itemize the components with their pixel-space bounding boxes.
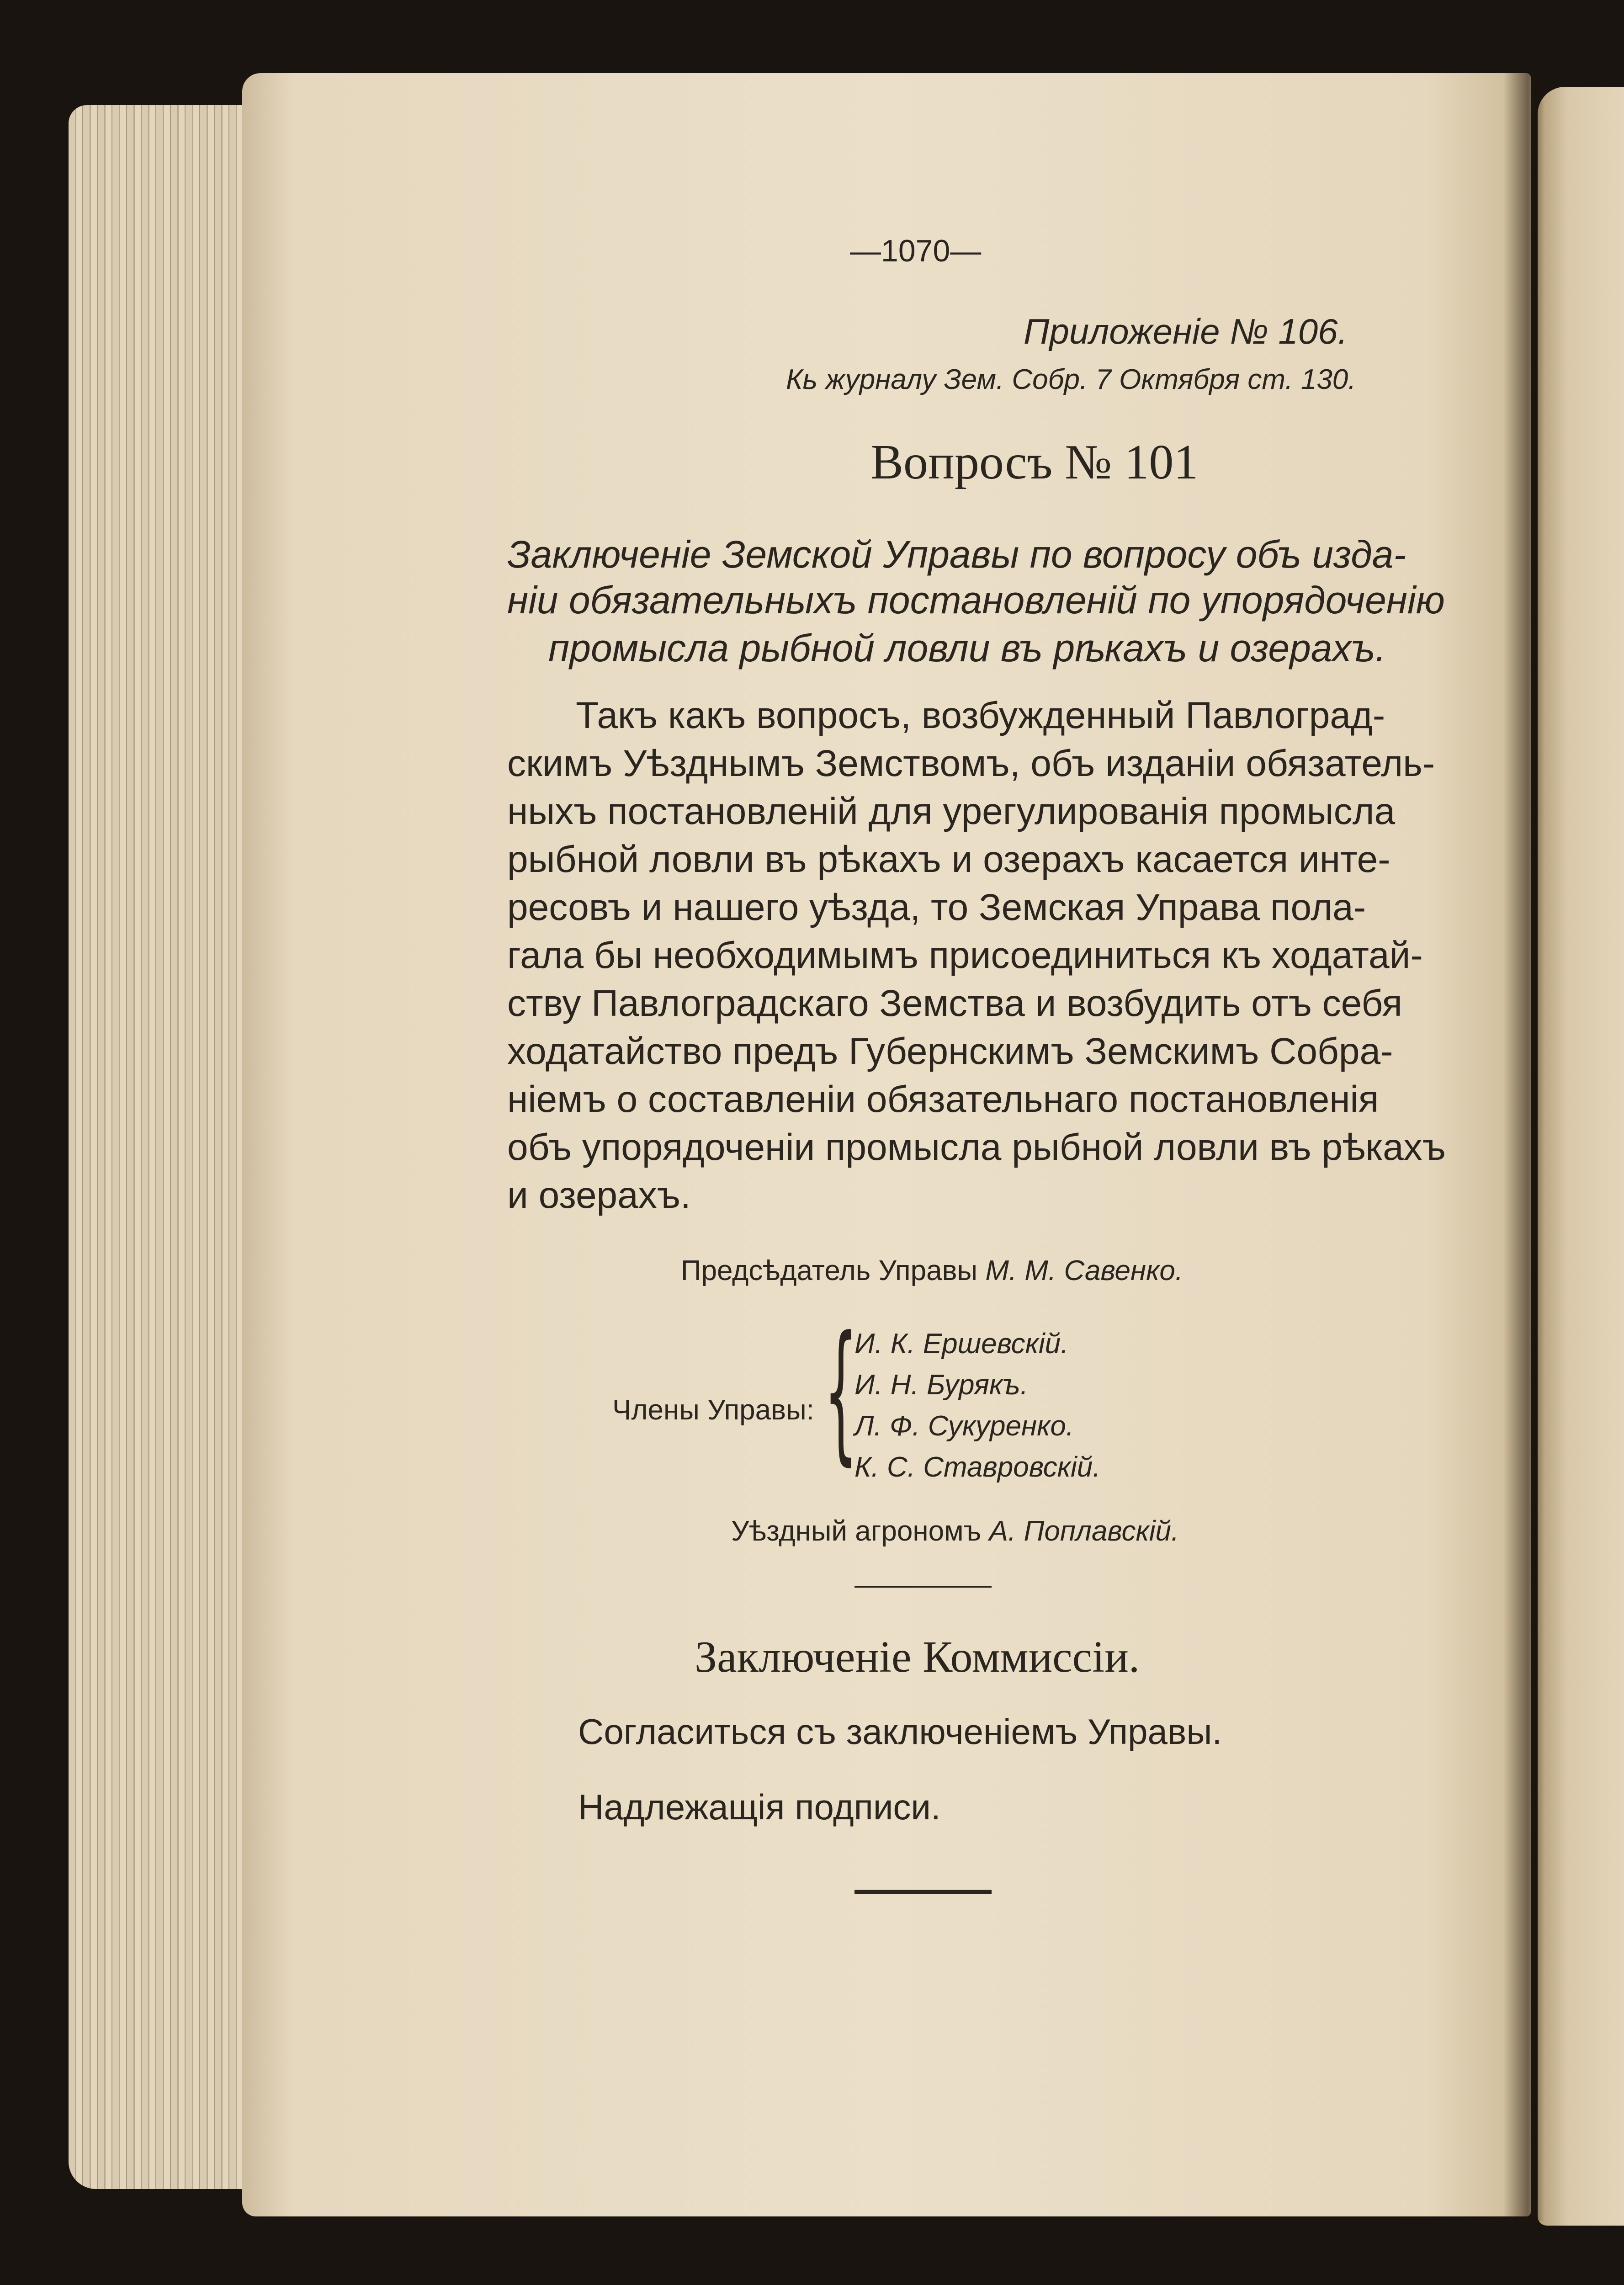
appendix-label: Приложеніе № 106. xyxy=(1024,311,1348,351)
body-line: ресовъ и нашего уѣзда, то Земская Управа пола- xyxy=(507,887,1366,928)
end-rule xyxy=(854,1890,992,1894)
agronomist-line xyxy=(731,1515,1179,1547)
chairman-line xyxy=(681,1254,1183,1287)
chairman-label: Предсѣдатель Управы xyxy=(681,1255,978,1286)
agronomist-name: А. Поплавскій. xyxy=(989,1515,1179,1547)
conclusion-title-line: промысла рыбной ловли въ рѣкахъ и озерахъ. xyxy=(548,627,1386,670)
commission-line: Надлежащія подписи. xyxy=(578,1787,941,1827)
members-brace: { xyxy=(824,1304,858,1479)
facing-page-edge xyxy=(1538,87,1624,2226)
journal-reference: Кь журналу Зем. Собр. 7 Октября ст. 130. xyxy=(786,364,1356,395)
body-line: гала бы необходимымъ присоединиться къ ходатай- xyxy=(507,935,1423,976)
member-name: Л. Ф. Сукуренко. xyxy=(854,1410,1074,1442)
chairman-name: М. М. Савенко. xyxy=(985,1255,1184,1286)
member-name: И. К. Ершевскій. xyxy=(854,1328,1069,1360)
members-label: Члены Управы: xyxy=(612,1394,814,1426)
spine-shadow xyxy=(1503,73,1544,2221)
body-line: ству Павлоградскаго Земства и возбудить отъ себя xyxy=(507,983,1402,1024)
question-heading: Вопросъ № 101 xyxy=(870,435,1199,489)
body-line: Такъ какъ вопросъ, возбужденный Павлоград- xyxy=(576,695,1385,736)
page-number: —1070— xyxy=(850,234,982,268)
commission-line: Согласиться съ заключеніемъ Управы. xyxy=(578,1711,1222,1752)
conclusion-title-line: ніи обязательныхъ постановленій по упорядоченію xyxy=(507,579,1445,622)
conclusion-title-line: Заключеніе Земской Управы по вопросу объ изда- xyxy=(507,533,1406,576)
body-line: рыбной ловли въ рѣкахъ и озерахъ касается инте- xyxy=(507,839,1390,880)
commission-heading: Заключеніе Коммиссіи. xyxy=(695,1632,1140,1682)
agronomist-label: Уѣздный агрономъ xyxy=(731,1515,982,1547)
body-line: ходатайство предъ Губернскимъ Земскимъ Собра- xyxy=(507,1031,1393,1072)
separator-rule xyxy=(854,1586,992,1588)
body-line: объ упорядоченіи промысла рыбной ловли въ рѣкахъ xyxy=(507,1127,1446,1168)
body-line: и озерахъ. xyxy=(507,1174,691,1216)
body-line: скимъ Уѣзднымъ Земствомъ, объ изданіи обязатель- xyxy=(507,743,1435,784)
member-name: К. С. Ставровскій. xyxy=(854,1451,1101,1483)
body-line: ныхъ постановленій для урегулированія промысла xyxy=(507,791,1396,832)
body-line: ніемъ о составленіи обязательнаго постановленія xyxy=(507,1079,1379,1120)
page-edges xyxy=(69,105,260,2189)
member-name: И. Н. Бурякъ. xyxy=(854,1369,1028,1401)
